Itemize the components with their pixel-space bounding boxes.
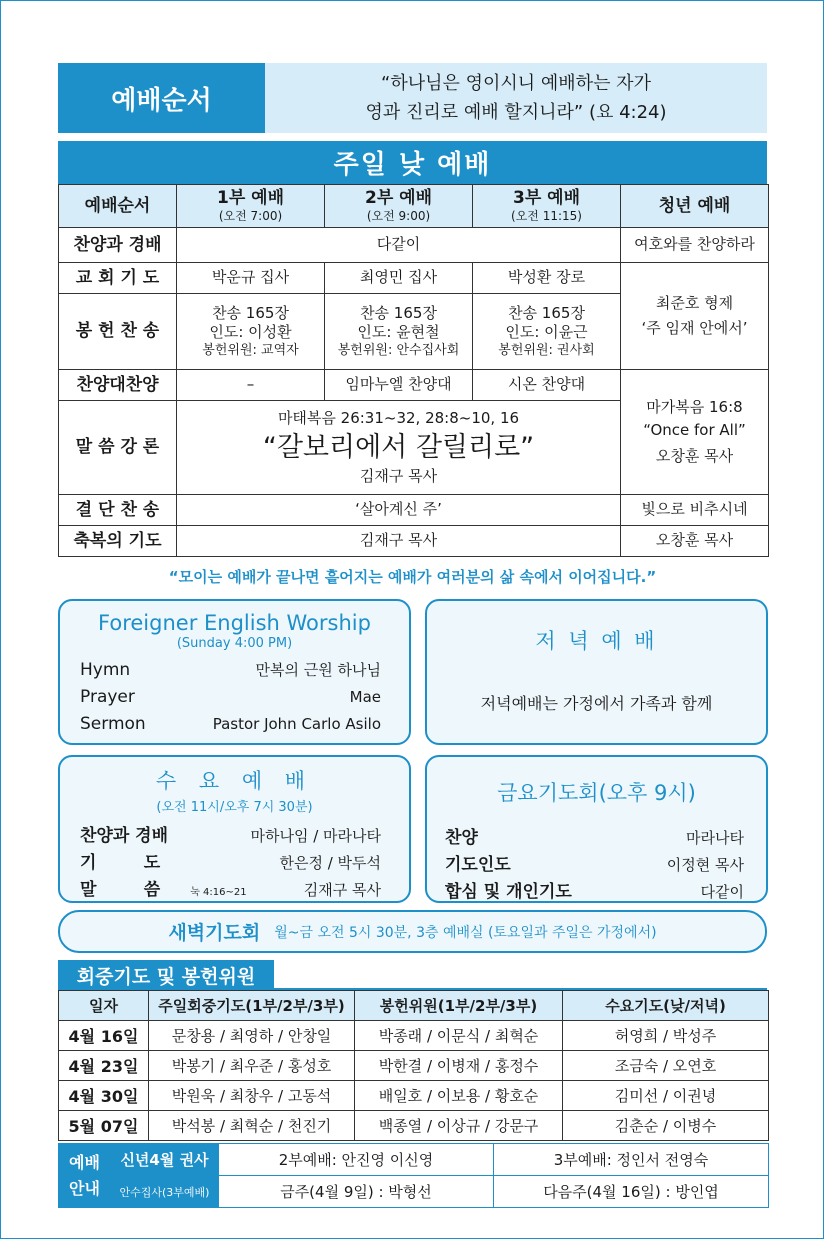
cell: 마가복음 16:8 “Once for All” 오창훈 목사 (621, 370, 769, 495)
prayer-table (58, 990, 769, 1141)
quote-line-1: “하나님은 영이시니 예배하는 자가 (381, 73, 651, 94)
friday-prayer-box (425, 755, 768, 903)
evening-worship-text: 저녁예배는 가정에서 가족과 함께 (480, 694, 713, 713)
table-header-row (59, 185, 769, 228)
table-row (59, 526, 769, 557)
table-row: 4월 16일 문창용 / 최영하 / 안창일 박종래 / 이문식 / 최혁순 허영희 / 박성주 (59, 1021, 769, 1051)
dawn-prayer-title: 새벽기도회 (168, 922, 261, 944)
cell: ‘살아계신 주’ (177, 495, 621, 526)
cell: 금주(4월 9일) : 박형선 (219, 1176, 494, 1208)
cell: 찬송 165장 인도: 윤현철 봉헌위원: 안수집사회 (325, 294, 473, 370)
page-title: 예배순서 (58, 63, 265, 133)
sermon-title: “갈보리에서 갈릴리로” (262, 431, 535, 463)
notice-label: 예배 안내 (59, 1144, 111, 1208)
cell: 최영민 집사 (325, 263, 473, 294)
row-label: 말 씀 강 론 (59, 401, 177, 495)
english-worship-box (58, 599, 411, 745)
closing-note: “모이는 예배가 끝나면 흩어지는 예배가 여러분의 삶 속에서 이어집니다.” (168, 568, 657, 586)
english-worship-title: Foreigner English Worship (98, 611, 371, 635)
cell: 2부예배: 안진영 이신영 (219, 1144, 494, 1176)
evening-worship-title: 저 녁 예 배 (535, 629, 658, 653)
cell: 임마누엘 찬양대 (325, 370, 473, 401)
table-row (59, 370, 769, 401)
row-label: 찬양대찬양 (59, 370, 177, 401)
prayer-table-title: 회중기도 및 봉헌위원 (58, 960, 274, 990)
table-row (59, 495, 769, 526)
list-item: Sermon Pastor John Carlo Asilo (80, 714, 381, 734)
evening-worship-box (425, 599, 768, 745)
english-worship-time: (Sunday 4:00 PM) (176, 636, 293, 651)
cell: 빛으로 비추시네 (621, 495, 769, 526)
quote-line-2: 영과 진리로 예배 할지니라” (요 4:24) (365, 102, 667, 123)
table-row (59, 1176, 769, 1208)
service-notice-table (58, 1143, 769, 1208)
wednesday-worship-box (58, 755, 411, 903)
cell: 찬송 165장 인도: 이윤근 봉헌위원: 권사회 (473, 294, 621, 370)
list-item: 찬양 마라나타 (445, 828, 744, 848)
cell: – (177, 370, 325, 401)
column-header: 수요기도(낮/저녁) (563, 991, 769, 1021)
table-row (59, 263, 769, 294)
dawn-prayer-bar (58, 910, 767, 953)
row-label: 결 단 찬 송 (59, 495, 177, 526)
cell: 찬송 165장 인도: 이성환 봉헌위원: 교역자 (177, 294, 325, 370)
table-row (59, 228, 769, 263)
cell: 박성환 장로 (473, 263, 621, 294)
column-header: 봉헌위원(1부/2부/3부) (355, 991, 563, 1021)
table-row: 4월 30일 박원욱 / 최창우 / 고동석 배일호 / 이보용 / 황호순 김미선 / 이권녕 (59, 1081, 769, 1111)
column-header: 청년 예배 (621, 185, 769, 228)
wednesday-worship-time: (오전 11시/오후 7시 30분) (156, 800, 313, 815)
dawn-prayer-text: 월~금 오전 5시 30분, 3층 예배실 (토요일과 주일은 가정에서) (274, 924, 657, 941)
column-header: 1부 예배 (오전 7:00) (177, 185, 325, 228)
table-row (59, 1144, 769, 1176)
row-label: 축복의 기도 (59, 526, 177, 557)
scripture-quote (265, 63, 767, 133)
list-item: Hymn 만복의 근원 하나님 (80, 660, 381, 680)
cell: 여호와를 찬양하라 (621, 228, 769, 263)
cell: 박운규 집사 (177, 263, 325, 294)
row-label: 안수집사(3부예배) (111, 1176, 219, 1208)
sermon-cell (177, 401, 621, 495)
row-label: 봉 헌 찬 송 (59, 294, 177, 370)
column-header: 일자 (59, 991, 149, 1021)
sunday-worship-table (58, 184, 769, 557)
sunday-worship-title: 주일 낮 예배 (58, 141, 767, 184)
cell: 최준호 형제 ‘주 임재 안에서’ (621, 263, 769, 370)
cell: 오창훈 목사 (621, 526, 769, 557)
list-item: 합심 및 개인기도 다같이 (445, 882, 744, 902)
row-label: 찬양과 경배 (59, 228, 177, 263)
wednesday-worship-title: 수 요 예 배 (155, 769, 314, 793)
row-label: 신년4월 권사 (111, 1144, 219, 1176)
list-item: 찬양과 경배 마하나임 / 마라나타 (80, 826, 381, 846)
cell: 3부예배: 정인서 전영숙 (494, 1144, 769, 1176)
friday-prayer-title: 금요기도회(오후 9시) (497, 781, 696, 805)
sermon-preacher: 김재구 목사 (359, 466, 438, 485)
column-header: 2부 예배 (오전 9:00) (325, 185, 473, 228)
table-row: 4월 23일 박봉기 / 최우준 / 홍성호 박한결 / 이병재 / 홍정수 조금숙 / 오연호 (59, 1051, 769, 1081)
column-header: 주일회중기도(1부/2부/3부) (149, 991, 355, 1021)
column-header: 예배순서 (59, 185, 177, 228)
table-header-row (59, 991, 769, 1021)
cell: 다같이 (177, 228, 621, 263)
row-label: 교 회 기 도 (59, 263, 177, 294)
table-row: 5월 07일 박석봉 / 최혁순 / 천진기 백종열 / 이상규 / 강문구 김춘순 / 이병수 (59, 1111, 769, 1141)
list-item: 기도인도 이정현 목사 (445, 855, 744, 875)
column-header: 3부 예배 (오전 11:15) (473, 185, 621, 228)
list-item: Prayer Mae (80, 687, 381, 707)
sermon-scripture: 마태복음 26:31~32, 28:8~10, 16 (277, 409, 520, 427)
list-item: 말 씀 눅 4:16~21 김재구 목사 (80, 880, 381, 900)
cell: 다음주(4월 16일) : 방인엽 (494, 1176, 769, 1208)
cell: 김재구 목사 (177, 526, 621, 557)
list-item: 기 도 한은정 / 박두석 (80, 853, 381, 873)
cell: 시온 찬양대 (473, 370, 621, 401)
